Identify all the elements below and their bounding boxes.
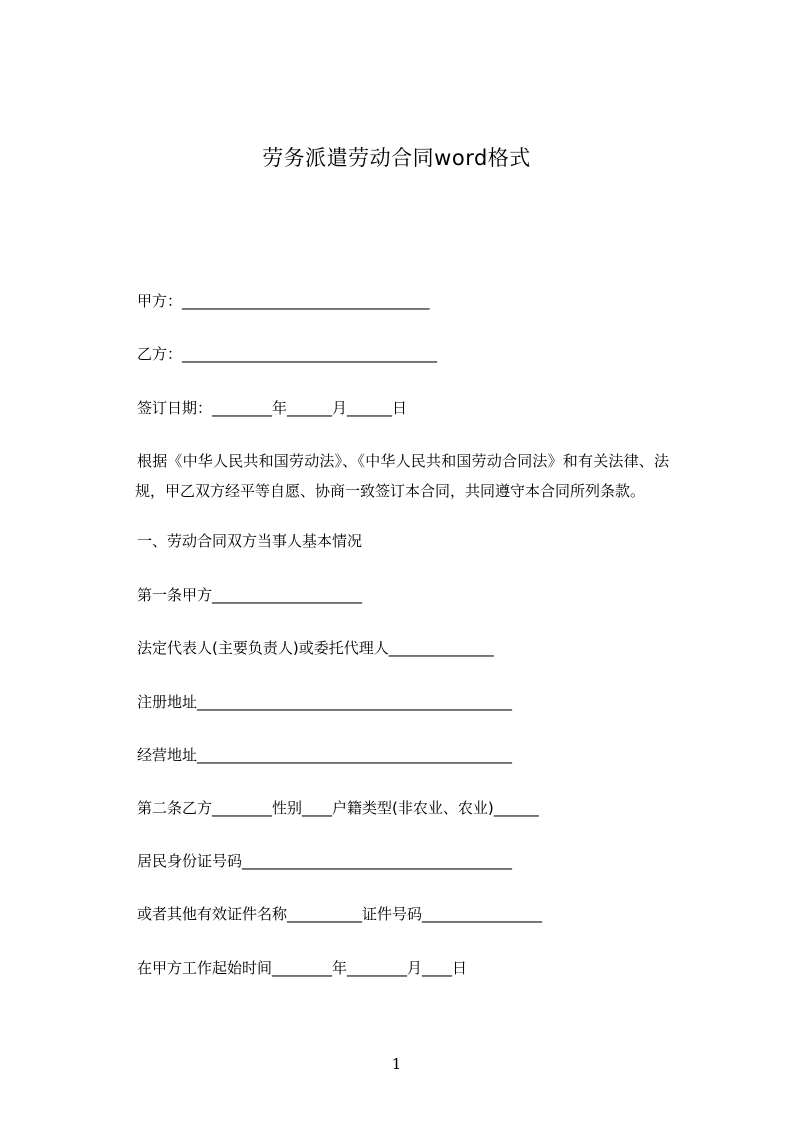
document-title: 劳务派遣劳动合同word格式 — [262, 146, 531, 170]
article1-line: 第一条甲方____________________ — [137, 586, 363, 604]
article2-line: 第二条乙方________性别____户籍类型(非农业、农业)______ — [137, 799, 539, 817]
party-a-line: 甲方：_________________________________ — [137, 292, 430, 310]
sign-date-line: 签订日期：________年______月______日 — [137, 399, 408, 417]
intro-paragraph-first-line: 根据《中华人民共和国劳动法》、《中华人民共和国劳动合同法》和有关法律、法 — [137, 452, 670, 470]
other-id-line: 或者其他有效证件名称__________证件号码________________ — [137, 905, 543, 923]
section1-heading: 一、劳动合同双方当事人基本情况 — [137, 532, 363, 550]
page-number: 1 — [391, 1055, 402, 1073]
party-b-line: 乙方：__________________________________ — [137, 345, 438, 363]
intro-paragraph-second-line: 规，甲乙双方经平等自愿、协商一致签订本合同，共同遵守本合同所列条款。 — [135, 482, 646, 500]
intro-paragraph — [137, 446, 699, 506]
biz-address-line: 经营地址__________________________________________ — [137, 746, 513, 764]
reg-address-line: 注册地址__________________________________________ — [137, 693, 513, 711]
id-number-line: 居民身份证号码____________________________________ — [137, 852, 513, 870]
legal-rep-line: 法定代表人(主要负责人)或委托代理人______________ — [137, 639, 494, 657]
start-date-line: 在甲方工作起始时间________年________月____日 — [137, 959, 468, 977]
